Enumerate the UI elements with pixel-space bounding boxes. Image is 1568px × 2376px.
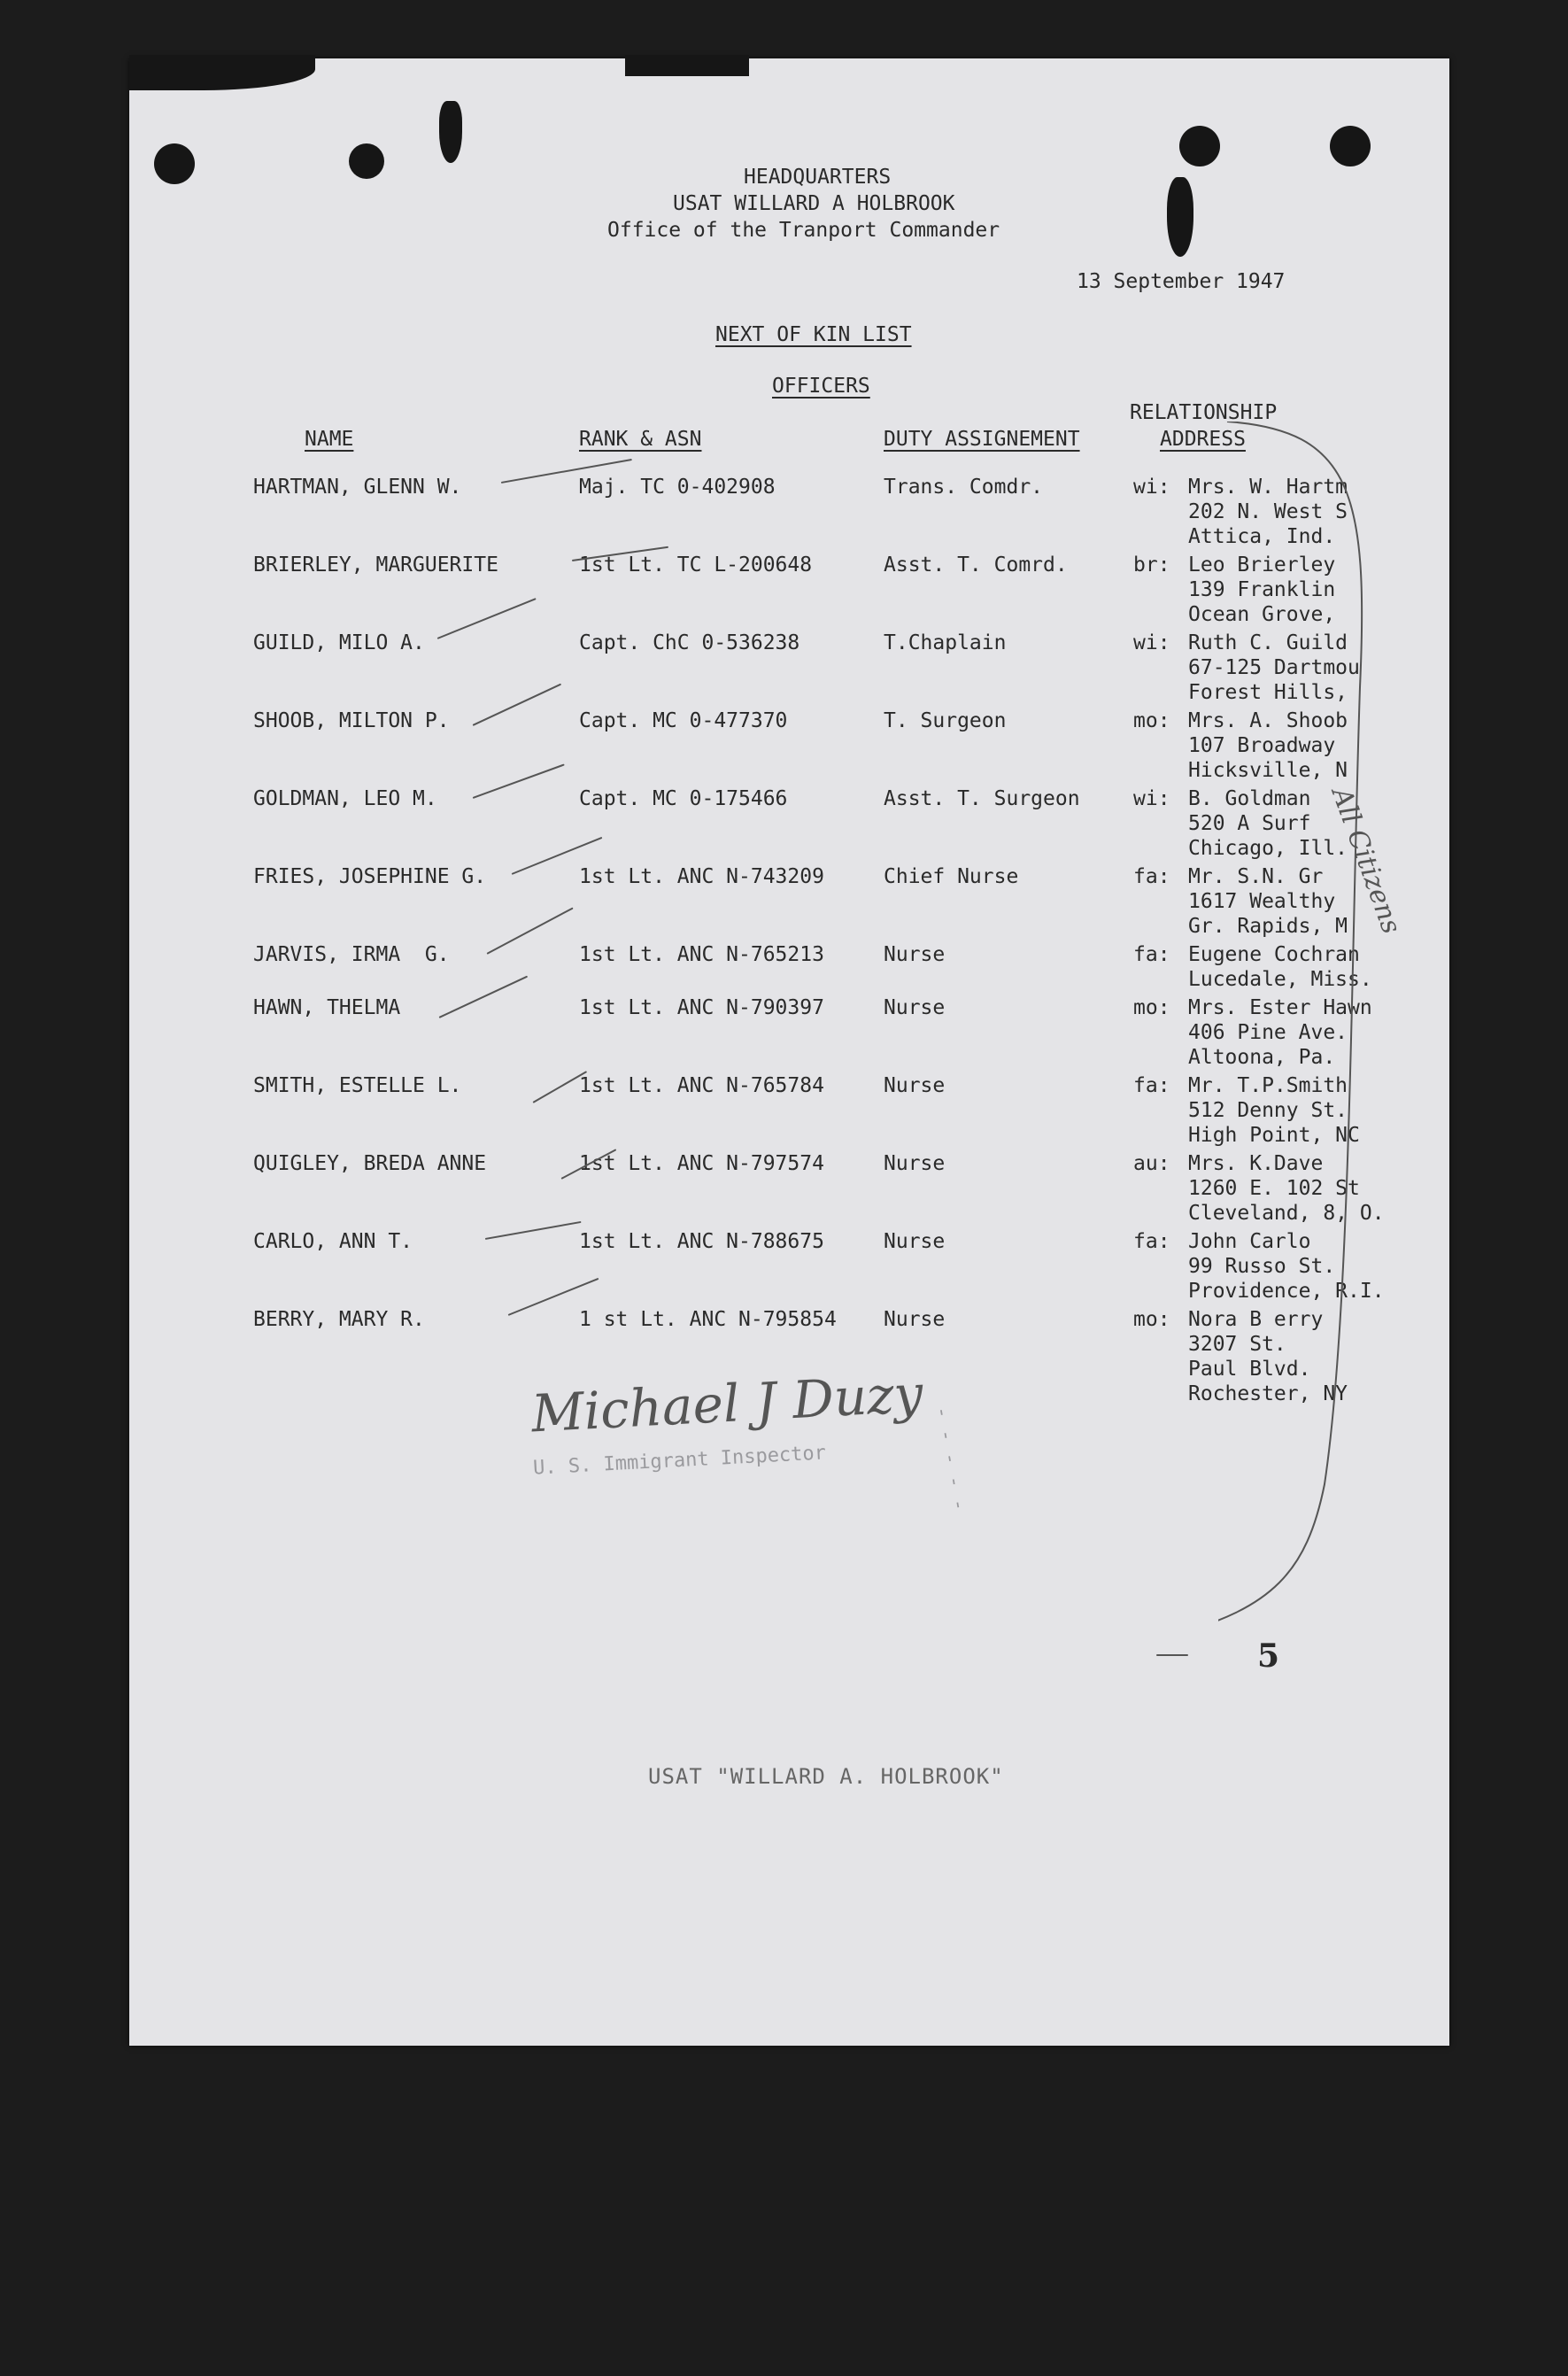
header-line-1: HEADQUARTERS: [744, 166, 892, 189]
page-number: 5: [1257, 1637, 1280, 1675]
row-address-line: Mr. S.N. Gr: [1188, 865, 1324, 888]
row-duty: Asst. T. Comrd.: [884, 553, 1068, 577]
row-name: CARLO, ANN T.: [253, 1230, 413, 1253]
row-relationship: mo:: [1133, 996, 1170, 1019]
check-mark-line: [473, 763, 565, 799]
row-address-line: 107 Broadway: [1188, 734, 1336, 757]
row-rank-asn: Capt. MC 0-477370: [579, 709, 788, 732]
row-duty: Nurse: [884, 943, 946, 966]
row-address-line: Ocean Grove,: [1188, 603, 1336, 626]
row-address-line: Rochester, NY: [1188, 1382, 1348, 1405]
row-address-line: Attica, Ind.: [1188, 525, 1336, 548]
row-address-line: 3207 St.: [1188, 1333, 1286, 1356]
row-address-line: 520 A Surf: [1188, 812, 1311, 835]
row-duty: Nurse: [884, 1152, 946, 1175]
date-stamp-vertical: - - - - -: [930, 1405, 970, 1513]
row-name: SHOOB, MILTON P.: [253, 709, 450, 732]
header-line-3: Office of the Tranport Commander: [607, 219, 1000, 242]
row-relationship: fa:: [1133, 1230, 1170, 1253]
row-address-line: Mrs. W. Hartm: [1188, 476, 1348, 499]
row-duty: Chief Nurse: [884, 865, 1019, 888]
row-relationship: fa:: [1133, 1074, 1170, 1097]
row-duty: Nurse: [884, 1230, 946, 1253]
row-duty: Nurse: [884, 1308, 946, 1331]
row-relationship: br:: [1133, 553, 1170, 577]
ink-blot-left: [439, 101, 462, 163]
row-address-line: 67-125 Dartmou: [1188, 656, 1360, 679]
row-address-line: Mr. T.P.Smith: [1188, 1074, 1348, 1097]
row-duty: Asst. T. Surgeon: [884, 787, 1080, 810]
row-relationship: wi:: [1133, 476, 1170, 499]
row-rank-asn: 1st Lt. ANC N-790397: [579, 996, 824, 1019]
row-address-line: Mrs. K.Dave: [1188, 1152, 1324, 1175]
row-duty: T.Chaplain: [884, 631, 1007, 654]
row-name: JARVIS, IRMA G.: [253, 943, 450, 966]
row-duty: T. Surgeon: [884, 709, 1007, 732]
row-relationship: au:: [1133, 1152, 1170, 1175]
check-mark-line: [437, 598, 537, 639]
header-line-2: USAT WILLARD A HOLBROOK: [673, 192, 955, 215]
row-rank-asn: 1st Lt. TC L-200648: [579, 553, 813, 577]
inspector-signature: Michael J Duzy: [529, 1363, 925, 1444]
row-address-line: 512 Denny St.: [1188, 1099, 1348, 1122]
row-name: SMITH, ESTELLE L.: [253, 1074, 462, 1097]
list-title: NEXT OF KIN LIST: [715, 323, 912, 346]
row-relationship: fa:: [1133, 943, 1170, 966]
column-header-relationship: RELATIONSHIP: [1130, 401, 1278, 424]
row-relationship: mo:: [1133, 709, 1170, 732]
check-mark-line: [439, 976, 529, 1018]
row-address-line: Leo Brierley: [1188, 553, 1336, 577]
punch-hole-right-1: [1179, 126, 1220, 166]
document-page: [129, 58, 1449, 2046]
row-name: QUIGLEY, BREDA ANNE: [253, 1152, 487, 1175]
row-address-line: Chicago, Ill.: [1188, 837, 1348, 860]
row-name: BERRY, MARY R.: [253, 1308, 425, 1331]
row-address-line: Hicksville, N: [1188, 759, 1348, 782]
row-relationship: mo:: [1133, 1308, 1170, 1331]
row-duty: Nurse: [884, 996, 946, 1019]
row-rank-asn: 1 st Lt. ANC N-795854: [579, 1308, 837, 1331]
row-address-line: Mrs. A. Shoob: [1188, 709, 1348, 732]
row-address-line: 139 Franklin: [1188, 578, 1336, 601]
row-relationship: wi:: [1133, 631, 1170, 654]
corner-tear: [129, 55, 315, 90]
row-rank-asn: 1st Lt. ANC N-797574: [579, 1152, 824, 1175]
row-address-line: High Point, NC: [1188, 1124, 1360, 1147]
row-rank-asn: Maj. TC 0-402908: [579, 476, 776, 499]
punch-hole-right-2: [1330, 126, 1371, 166]
row-address-line: 1260 E. 102 St: [1188, 1177, 1360, 1200]
row-address-line: Nora B erry: [1188, 1308, 1324, 1331]
row-name: GUILD, MILO A.: [253, 631, 425, 654]
margin-bracket: [1218, 422, 1431, 1644]
top-tear: [625, 55, 749, 76]
row-name: HAWN, THELMA: [253, 996, 401, 1019]
row-name: FRIES, JOSEPHINE G.: [253, 865, 487, 888]
row-address-line: Cleveland, 8, O.: [1188, 1202, 1385, 1225]
row-address-line: Paul Blvd.: [1188, 1358, 1311, 1381]
row-address-line: Lucedale, Miss.: [1188, 968, 1372, 991]
column-header-duty: DUTY ASSIGNEMENT: [884, 428, 1080, 451]
row-address-line: B. Goldman: [1188, 787, 1311, 810]
row-address-line: Forest Hills,: [1188, 681, 1348, 704]
section-title: OFFICERS: [772, 375, 870, 398]
row-name: BRIERLEY, MARGUERITE: [253, 553, 498, 577]
row-rank-asn: 1st Lt. ANC N-765213: [579, 943, 824, 966]
row-name: HARTMAN, GLENN W.: [253, 476, 462, 499]
row-rank-asn: 1st Lt. ANC N-743209: [579, 865, 824, 888]
check-mark-line: [485, 1221, 582, 1240]
column-header-name: NAME: [305, 428, 354, 451]
column-header-rank: RANK & ASN: [579, 428, 702, 451]
row-address-line: Gr. Rapids, M: [1188, 915, 1348, 938]
row-address-line: 99 Russo St.: [1188, 1255, 1336, 1278]
row-address-line: 1617 Wealthy: [1188, 890, 1336, 913]
row-rank-asn: 1st Lt. ANC N-788675: [579, 1230, 824, 1253]
row-address-line: 406 Pine Ave.: [1188, 1021, 1348, 1044]
row-duty: Trans. Comdr.: [884, 476, 1044, 499]
check-mark-line: [487, 907, 574, 954]
row-address-line: Eugene Cochran: [1188, 943, 1360, 966]
column-header-address: ADDRESS: [1160, 428, 1246, 451]
row-address-line: Mrs. Ester Hawn: [1188, 996, 1372, 1019]
punch-hole-left-2: [349, 143, 384, 179]
row-rank-asn: 1st Lt. ANC N-765784: [579, 1074, 824, 1097]
margin-note-handwritten: All Citizens: [1325, 783, 1407, 939]
row-address-line: John Carlo: [1188, 1230, 1311, 1253]
punch-hole-left-1: [154, 143, 195, 184]
check-mark-line: [473, 684, 562, 726]
row-name: GOLDMAN, LEO M.: [253, 787, 437, 810]
inspector-stamp: U. S. Immigrant Inspector: [532, 1442, 827, 1480]
document-date: 13 September 1947: [1077, 270, 1286, 293]
row-address-line: 202 N. West S: [1188, 500, 1348, 523]
row-address-line: Altoona, Pa.: [1188, 1046, 1336, 1069]
ink-blot-right: [1167, 177, 1193, 257]
row-rank-asn: Capt. ChC 0-536238: [579, 631, 800, 654]
row-relationship: wi:: [1133, 787, 1170, 810]
footer-ship-stamp: USAT "WILLARD A. HOLBROOK": [648, 1764, 1004, 1789]
row-rank-asn: Capt. MC 0-175466: [579, 787, 788, 810]
row-duty: Nurse: [884, 1074, 946, 1097]
row-relationship: fa:: [1133, 865, 1170, 888]
page-number-dash: [1156, 1654, 1188, 1656]
row-address-line: Providence, R.I.: [1188, 1280, 1385, 1303]
row-address-line: Ruth C. Guild: [1188, 631, 1348, 654]
